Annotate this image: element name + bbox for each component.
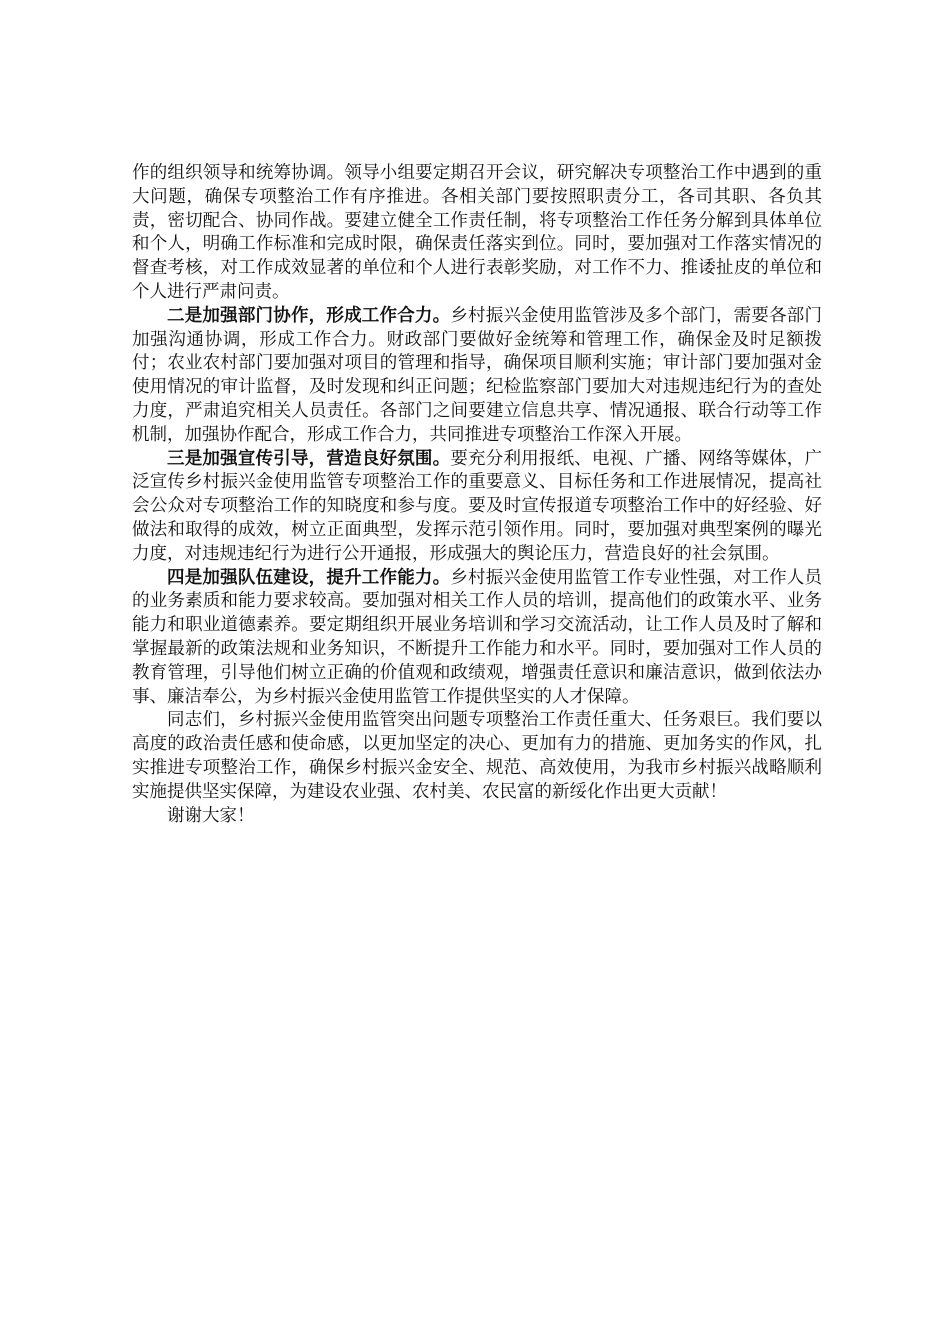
paragraph-text: 同志们，乡村振兴金使用监管突出问题专项整治工作责任重大、任务艰巨。我们要以高度的政治责任感和使命感，以更加坚定的决心、更加有力的措施、更加务实的作风，扎实推进专项整治工作，确保乡村振兴金安全、规范、高效使用，为我市乡村振兴战略顺利实施提供坚实保障，为建设农业强、农村美、农民富的新绥化作出更大贡献！: [132, 710, 822, 802]
paragraph-lead-heading: 二是加强部门协作，形成工作合力。: [167, 305, 451, 326]
paragraph-text: 要充分利用报纸、电视、广播、网络等媒体，广泛宣传乡村振兴金使用监管专项整治工作的重要意义、目标任务和工作进展情况，提高社会公众对专项整治工作的知晓度和参与度。要及时宣传报道专项整治工作中的好经验、好做法和取得的成效，树立正面典型，发挥示范引领作用。同时，要加强对典型案例的曝光力度，对违规违纪行为进行公开通报，形成强大的舆论压力，营造良好的社会氛围。: [132, 448, 823, 564]
paragraph-lead-heading: 三是加强宣传引导，营造良好氛围。: [167, 448, 451, 469]
paragraph-leadership-continuation: [132, 162, 822, 305]
paragraph-closing-remarks: [132, 709, 822, 804]
paragraph-department-coordination: [132, 305, 822, 448]
paragraph-thanks: [132, 805, 822, 829]
paragraph-text: 谢谢大家！: [167, 805, 255, 826]
paragraph-lead-heading: 四是加强队伍建设，提升工作能力。: [167, 567, 451, 588]
paragraph-team-building: [132, 567, 822, 710]
document-body: [132, 162, 822, 828]
paragraph-text: 乡村振兴金使用监管工作专业性强，对工作人员的业务素质和能力要求较高。要加强对相关工作人员的培训，提高他们的政策水平、业务能力和职业道德素养。要定期组织开展业务培训和学习交流活动，让工作人员及时了解和掌握最新的政策法规和业务知识，不断提升工作能力和水平。同时，要加强对工作人员的教育管理，引导他们树立正确的价值观和政绩观，增强责任意识和廉洁意识，做到依法办事、廉洁奉公，为乡村振兴金使用监管工作提供坚实的人才保障。: [132, 567, 823, 707]
paragraph-text: 作的组织领导和统筹协调。领导小组要定期召开会议，研究解决专项整治工作中遇到的重大问题，确保专项整治工作有序推进。各相关部门要按照职责分工，各司其职、各负其责，密切配合、协同作战。要建立健全工作责任制，将专项整治工作任务分解到具体单位和个人，明确工作标准和完成时限，确保责任落实到位。同时，要加强对工作落实情况的督查考核，对工作成效显著的单位和个人进行表彰奖励，对工作不力、推诿扯皮的单位和个人进行严肃问责。: [132, 163, 822, 302]
paragraph-text: 乡村振兴金使用监管涉及多个部门，需要各部门加强沟通协调，形成工作合力。财政部门要做好金统筹和管理工作，确保金及时足额拨付；农业农村部门要加强对项目的管理和指导，确保项目顺利实施；审计部门要加强对金使用情况的审计监督，及时发现和纠正问题；纪检监察部门要加大对违规违纪行为的查处力度，严肃追究相关人员责任。各部门之间要建立信息共享、情况通报、联合行动等工作机制，加强协作配合，形成工作合力，共同推进专项整治工作深入开展。: [132, 305, 823, 445]
paragraph-publicity-guidance: [132, 448, 822, 567]
